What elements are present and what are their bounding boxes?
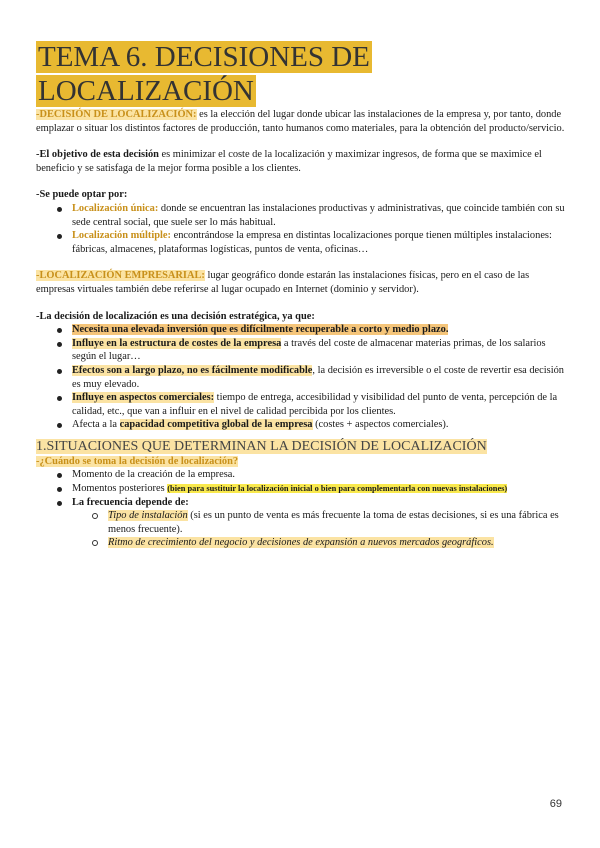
item-text: donde se encuentran las instalaciones productivas y administrativas, que coincide también con su sede central social, que suele ser lo más habitual. <box>72 202 565 228</box>
item-term: capacidad competitiva global de la empresa <box>119 419 313 431</box>
objective-text: es minimizar el coste de la localización y maximizar ingresos, de forma que se maximice el beneficio y se satisfaga de la mejor forma posible a los clientes. <box>36 149 542 174</box>
page-title-line-2: LOCALIZACIÓN <box>38 75 254 107</box>
strategic-heading: -La decisión de localización es una decisión estratégica, ya que: <box>36 310 315 322</box>
item-text: Momento de la creación de la empresa. <box>72 469 236 481</box>
list-item <box>36 468 566 482</box>
paragraph-objective <box>36 148 566 175</box>
list-item <box>36 202 566 229</box>
list-item <box>36 391 566 418</box>
item-text: , la decisión es irreversible o el coste de revertir esa decisión es muy elevado. <box>72 364 564 390</box>
page-title <box>36 40 566 108</box>
section-1-question <box>36 455 566 469</box>
item-term: Necesita una elevada inversión que es difícilmente recuperable a corto y medio plazo. <box>72 324 449 336</box>
sub-text: (si es un punto de venta es más frecuente la toma de estas decisiones, si es una fábrica es menos frecuente). <box>108 510 559 535</box>
item-term: Efectos son a largo plazo, no es fácilmente modificable <box>72 364 313 376</box>
term-localizacion-empresarial: -LOCALIZACIÓN EMPRESARIAL: <box>36 270 205 282</box>
item-text: tiempo de entrega, accesibilidad y visibilidad del punto de venta, percepción de la calidad, etc., que van a influir en el nivel de calidad percibida por los clientes. <box>72 392 558 417</box>
section-1-list <box>36 468 566 550</box>
item-prefix: Afecta a la <box>72 419 120 431</box>
list-item <box>36 496 566 550</box>
term-localizacion-unica: Localización única: <box>72 202 159 214</box>
options-heading: -Se puede optar por: <box>36 189 128 201</box>
list-item <box>36 364 566 391</box>
section-1-heading <box>36 438 566 455</box>
sub-term: Tipo de instalación <box>108 510 188 522</box>
sublist-item <box>72 536 566 550</box>
list-item <box>36 337 566 364</box>
item-text: La frecuencia depende de: <box>72 496 189 508</box>
strategic-list <box>36 323 566 432</box>
definition-text: lugar geográfico donde estarán las instalaciones físicas, pero en el caso de las empresas virtuales también debe referirse al lugar ocupado en Internet (dominio y servidor). <box>36 270 530 295</box>
item-text: a través del coste de almacenar materias primas, de los salarios según el lugar… <box>72 337 546 363</box>
list-item <box>36 229 566 256</box>
frequency-sublist <box>72 509 566 550</box>
page-content <box>36 40 566 550</box>
sublist-item <box>72 509 566 536</box>
paragraph-localizacion-empresarial <box>36 269 566 296</box>
section-1-heading-text: 1.SITUACIONES QUE DETERMINAN LA DECISIÓN DE LOCALIZACIÓN <box>36 438 487 454</box>
item-text: Momentos posteriores <box>72 483 168 495</box>
item-term: Influye en aspectos comerciales: <box>72 392 215 404</box>
item-text: (costes + aspectos comerciales). <box>312 419 449 431</box>
term-decision-localizacion: -DECISIÓN DE LOCALIZACIÓN: <box>36 109 197 120</box>
term-localizacion-multiple: Localización múltiple: <box>72 230 171 242</box>
term-objective: -El objetivo de esta decisión <box>36 149 159 161</box>
sub-term: Ritmo de crecimiento del negocio y decisiones de expansión a nuevos mercados geográficos. <box>108 537 494 549</box>
page-title-line-1: TEMA 6. DECISIONES DE <box>38 41 370 73</box>
paragraph-decision-definition <box>36 108 566 135</box>
item-note: (bien para sustituir la localización inicial o bien para complementarla con nuevas instalaciones) <box>167 484 508 494</box>
list-item <box>36 418 566 432</box>
list-item <box>36 323 566 337</box>
item-text: encontrándose la empresa en distintas localizaciones porque tienen múltiples instalaciones: fábricas, almacenes, plataformas logísticas, puntos de venta, oficinas… <box>72 230 552 255</box>
list-item <box>36 482 566 496</box>
item-term: Influye en la estructura de costes de la empresa <box>72 337 282 349</box>
page-number: 69 <box>549 798 562 810</box>
definition-text: es la elección del lugar donde ubicar las instalaciones de la empresa y, por tanto, donde emplazar o situar los distintos factores de producción, tanto humanos como materiales, para la obtención del producto/servicio. <box>36 109 565 134</box>
options-list <box>36 202 566 256</box>
question-text: -¿Cuándo se toma la decisión de localización? <box>36 455 239 467</box>
